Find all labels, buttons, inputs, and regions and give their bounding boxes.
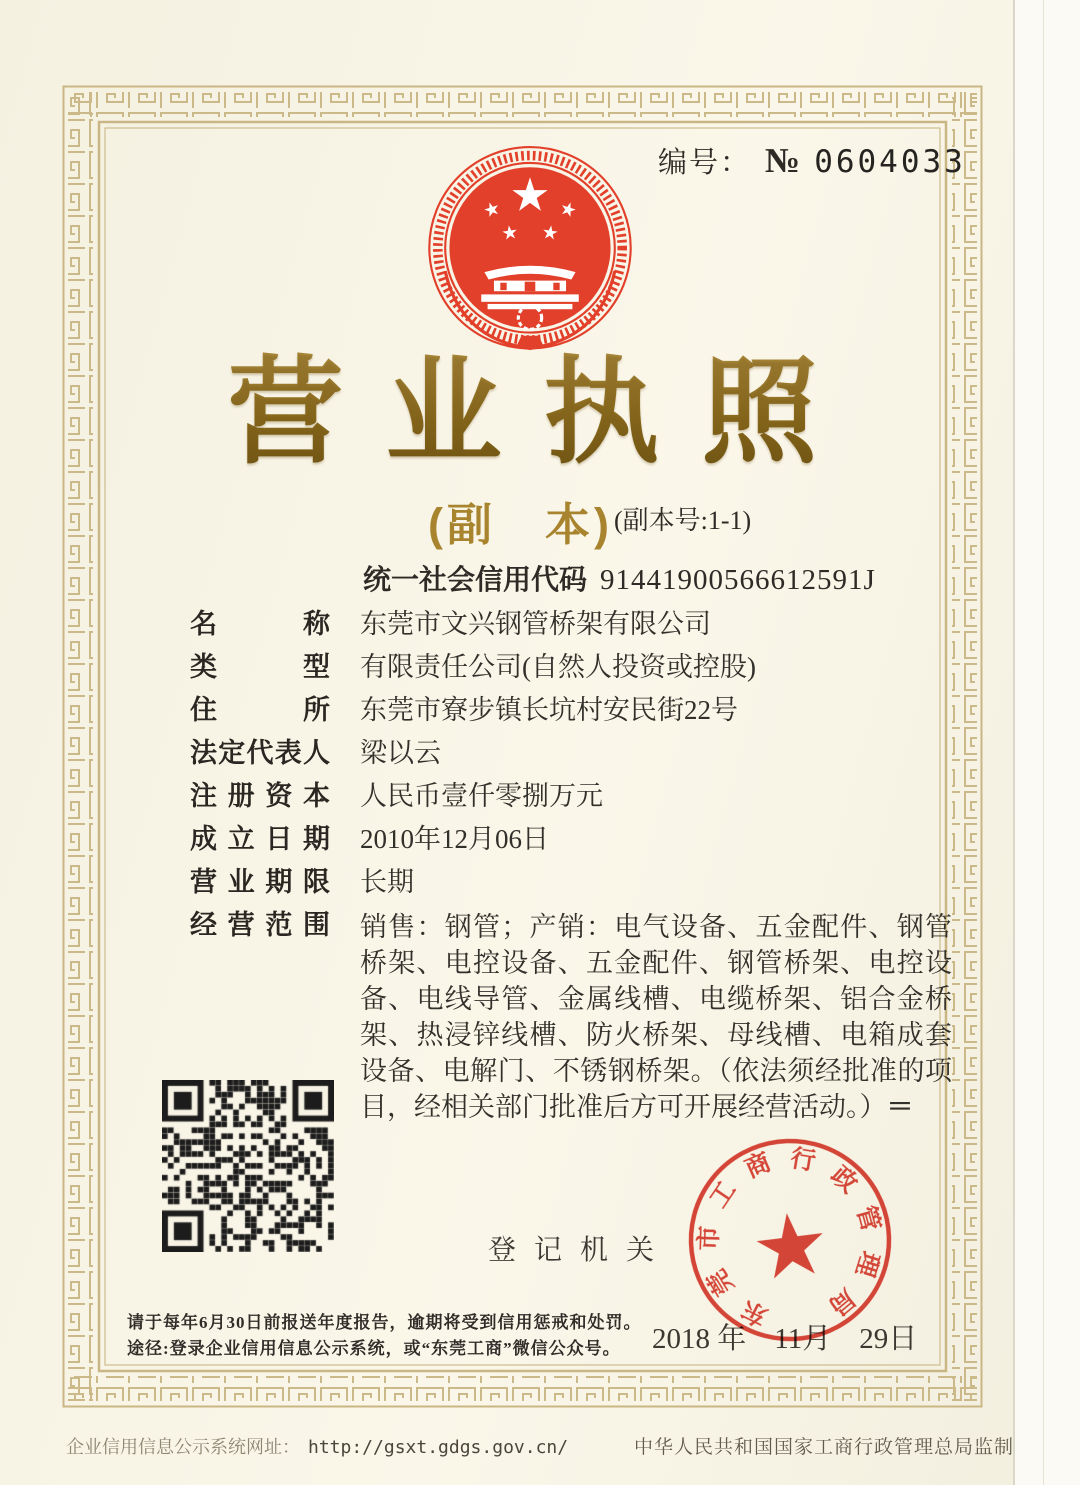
issue-date-year: 2018 年: [652, 1323, 747, 1355]
seal-character: 工: [705, 1177, 742, 1213]
business-scope-text: 销售：钢管；产销：电气设备、五金配件、钢管桥架、电控设备、五金配件、钢管桥架、电控设备、电线导管、金属线槽、电缆桥架、铝合金桥架、热浸锌线槽、防火桥架、母线槽、电箱成套设备、电解门、不锈钢桥架。（依法须经批准的项目，经相关部门批准后方可开展经营活动。）: [360, 912, 952, 1122]
scan-crease-line: [1043, 0, 1044, 1485]
field-row-name: [190, 608, 952, 640]
supervisor-text: 中华人民共和国国家工商行政管理总局监制: [633, 1437, 1014, 1458]
credit-code-label: 统一社会信用代码: [363, 564, 588, 595]
credit-code-row: [363, 558, 876, 598]
license-fields: [190, 608, 952, 1136]
field-label: 注册资本: [190, 781, 330, 811]
seal-character: 商: [741, 1148, 775, 1184]
document-title: 营业执照: [62, 348, 983, 478]
seal-character: 市: [695, 1225, 724, 1251]
scan-paper-edge: [1013, 0, 1080, 1485]
footer-site-info: [66, 1433, 568, 1459]
seal-character: 管: [851, 1203, 884, 1235]
field-row-legal-rep: [190, 737, 952, 769]
seal-character: 政: [825, 1161, 863, 1199]
seal-character: 莞: [703, 1264, 740, 1300]
seal-character: 行: [788, 1145, 818, 1176]
field-value: 东莞市文兴钢管桥架有限公司: [360, 609, 711, 639]
official-seal: [672, 1122, 908, 1358]
issue-date-day: 29日: [859, 1323, 918, 1355]
copy-number-note: (副本号:1-1): [614, 506, 752, 535]
field-value: [360, 909, 952, 1125]
field-row-type: [190, 651, 952, 683]
field-value: 东莞市寮步镇长坑村安民街22号: [360, 695, 738, 725]
issue-date-month: 11月: [774, 1323, 832, 1355]
field-row-established: [190, 823, 952, 855]
field-value: 2010年12月06日: [360, 824, 549, 854]
site-url: http://gsxt.gdgs.gov.cn/: [308, 1437, 569, 1458]
footer: [66, 1432, 1014, 1459]
field-value: 有限责任公司(自然人投资或控股): [360, 652, 756, 682]
field-label: 经营范围: [190, 910, 330, 940]
site-url-label: 企业信用信息公示系统网址：: [66, 1437, 300, 1457]
field-row-capital: [190, 780, 952, 812]
seal-character: 东: [737, 1294, 772, 1330]
credit-code-value: 91441900566612591J: [600, 564, 876, 596]
field-value: 长期: [360, 867, 414, 897]
numero-symbol: №: [765, 141, 801, 180]
registration-authority-label: 登记机关: [488, 1235, 673, 1266]
notice-line: 请于每年6月30日前报送年度报告，逾期将受到信用惩戒和处罚。: [127, 1313, 642, 1332]
serial-label: 编号：: [658, 147, 752, 179]
qr-code: [162, 1080, 334, 1252]
field-label: 法定代表人: [190, 738, 330, 768]
annual-report-notice: [127, 1310, 642, 1362]
field-label: 营业期限: [190, 867, 330, 897]
field-row-term: [190, 866, 952, 898]
seal-character: 理: [850, 1248, 884, 1280]
serial-number-row: [658, 140, 966, 181]
field-label: 名称: [190, 609, 330, 639]
copy-label: (副 本): [428, 499, 613, 550]
seal-character: 局: [823, 1283, 861, 1321]
field-label: 类型: [190, 652, 330, 682]
field-label: 住所: [190, 695, 330, 725]
field-value: 梁以云: [360, 738, 441, 768]
serial-number: 0604033: [814, 144, 966, 180]
field-value: 人民币壹仟零捌万元: [360, 781, 603, 811]
scope-end-mark: ＝: [886, 1092, 911, 1122]
notice-line: 途径:登录企业信用信息公示系统，或“东莞工商”微信公众号。: [127, 1339, 621, 1358]
field-label: 成立日期: [190, 824, 330, 854]
field-row-address: [190, 694, 952, 726]
national-emblem-icon: [423, 146, 637, 358]
